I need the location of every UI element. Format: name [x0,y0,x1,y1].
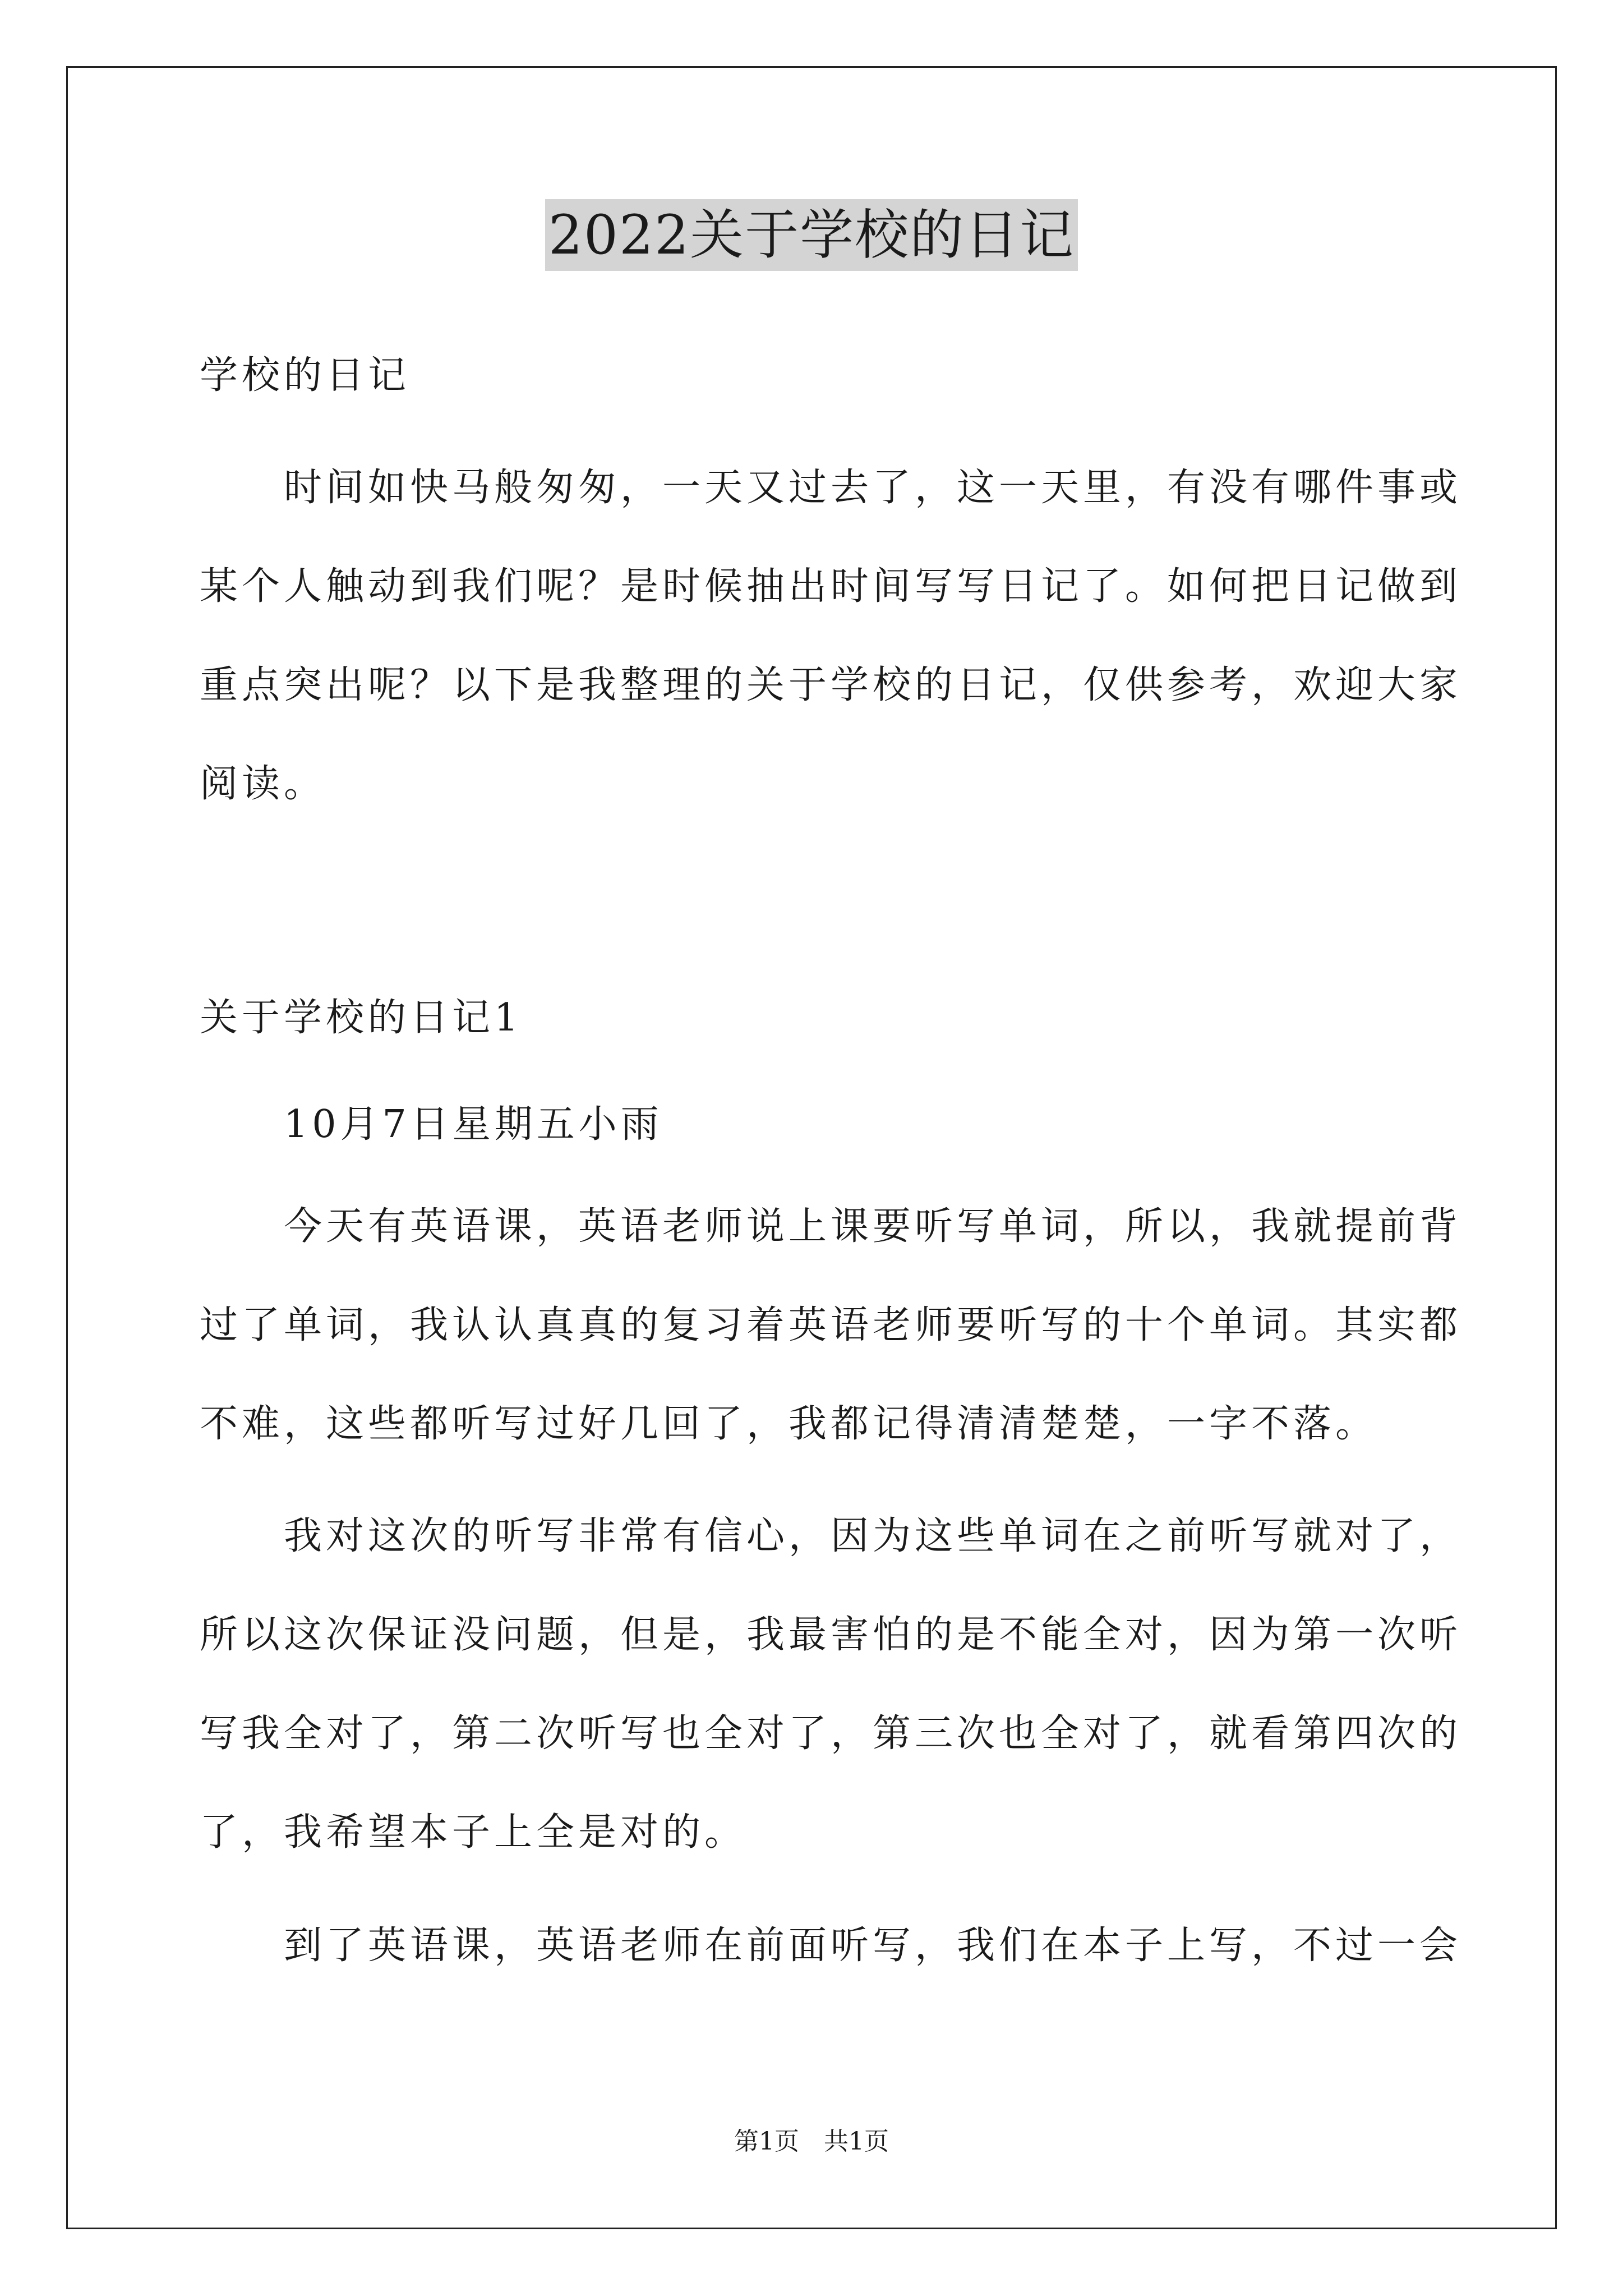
paragraph-line: 今天有英语课，英语老师说上课要听写单词，所以，我就提前背 [200,1204,1462,1249]
document-title: 2022关于学校的日记 [545,199,1078,271]
paragraph-line: 了，我希望本子上全是对的。 [200,1810,747,1855]
paragraph-line: 写我全对了，第二次听写也全对了，第三次也全对了，就看第四次的 [200,1711,1462,1756]
title-container [0,199,1623,271]
date-line: 10月7日星期五小雨 [200,1102,663,1147]
paragraph-line: 到了英语课，英语老师在前面听写，我们在本子上写，不过一会 [200,1924,1462,1968]
section-heading: 学校的日记 [200,353,411,398]
page-footer: 第1页 共1页 [734,2127,889,2156]
paragraph-line: 重点突出呢？以下是我整理的关于学校的日记，仅供参考，欢迎大家 [200,663,1462,707]
paragraph-line: 某个人触动到我们呢？是时候抽出时间写写日记了。如何把日记做到 [200,564,1462,609]
section-heading: 关于学校的日记1 [200,996,523,1040]
paragraph-line: 所以这次保证没问题，但是，我最害怕的是不能全对，因为第一次听 [200,1613,1462,1657]
paragraph-line: 阅读。 [200,762,326,806]
paragraph-line: 不难，这些都听写过好几回了，我都记得清清楚楚，一字不落。 [200,1402,1378,1446]
paragraph-line: 我对这次的听写非常有信心，因为这些单词在之前听写就对了， [200,1514,1462,1558]
paragraph-line: 时间如快马般匆匆，一天又过去了，这一天里，有没有哪件事或 [200,466,1462,510]
paragraph-line: 过了单词，我认认真真的复习着英语老师要听写的十个单词。其实都 [200,1303,1462,1347]
